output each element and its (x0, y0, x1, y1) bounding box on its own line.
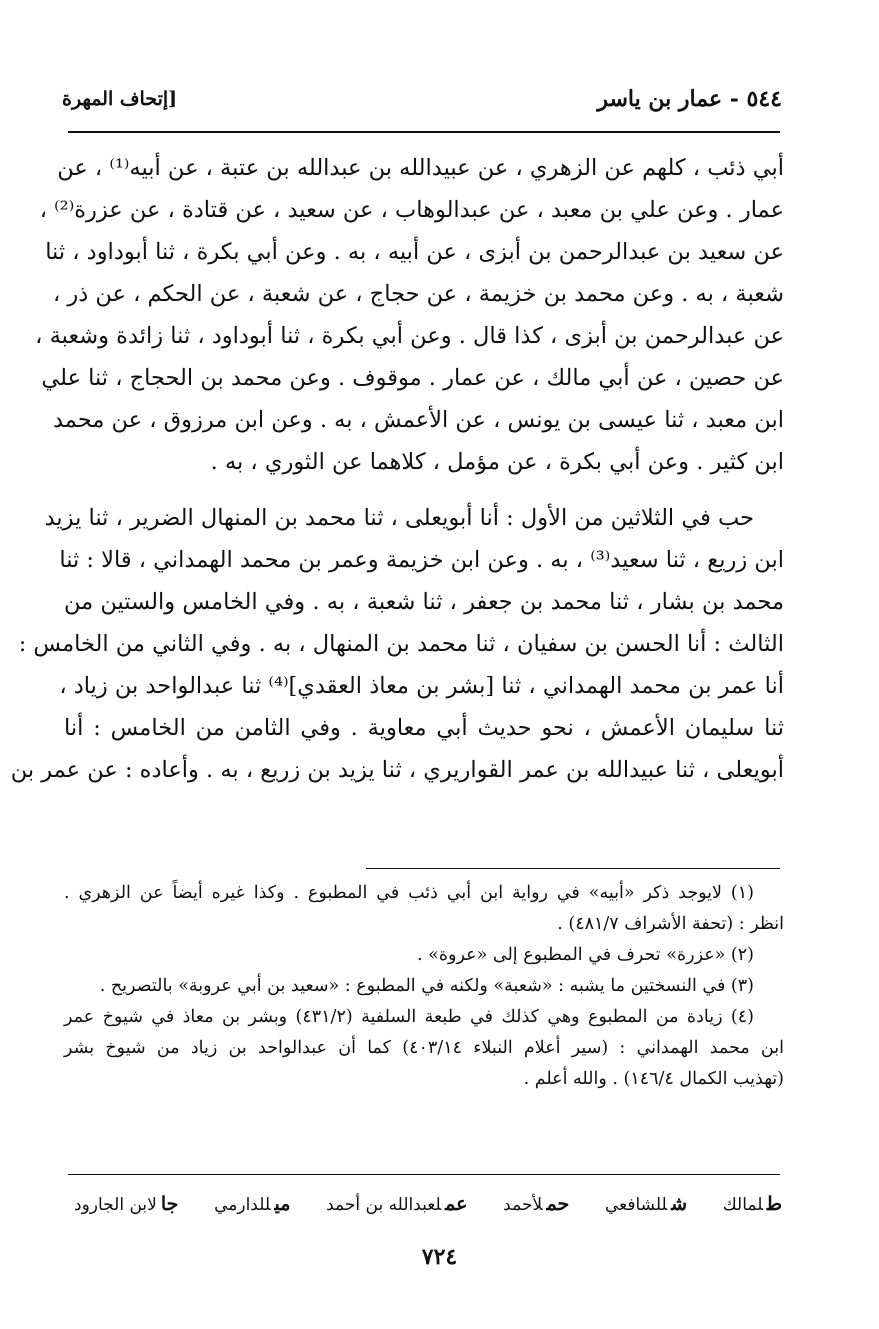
footnotes (64, 878, 784, 1095)
siglum-name: لعبدالله بن أحمد (326, 1195, 442, 1215)
footnote-rule (366, 868, 780, 869)
footnote-line: (١) لايوجد ذكر «أبيه» في رواية ابن أبي ذئب في المطبوع . وكذا غيره أيضاً عن الزهري . (64, 883, 754, 903)
sigla-legend (74, 1186, 782, 1223)
text-line: أبي ذئب ، كلهم عن الزهري ، عن عبيدالله بن عبدالله بن عتبة ، عن أبيه⁽¹⁾ ، عن (57, 155, 784, 181)
header-book-title: [إتحاف المهرة (62, 88, 178, 110)
siglum-name: للدارمي (214, 1195, 271, 1215)
header-chapter-title: ٥٤٤ - عمار بن ياسر (597, 86, 782, 112)
paragraph-gap (64, 483, 784, 497)
siglum-item (605, 1186, 687, 1223)
siglum-item (503, 1186, 569, 1223)
siglum-code: جا (160, 1193, 179, 1215)
siglum-code: حم (546, 1193, 570, 1215)
text-line: عن حصين ، عن أبي مالك ، عن عمار . موقوف . وعن محمد بن الحجاج ، ثنا علي (41, 365, 784, 391)
siglum-item (326, 1186, 467, 1223)
siglum-code: مي (274, 1193, 291, 1215)
sigla-rule (68, 1174, 780, 1175)
footnote-line: انظر : (تحفة الأشراف ٤٨١/٧) . (557, 914, 784, 934)
text-line: أبويعلى ، ثنا عبيدالله بن عمر القواريري ، ثنا يزيد بن زريع ، به . وأعاده : عن عمر بن (10, 757, 784, 783)
siglum-item (723, 1186, 782, 1223)
text-line: ثنا سليمان الأعمش ، نحو حديث أبي معاوية . وفي الثامن من الخامس : أنا (64, 715, 784, 741)
main-text (10, 147, 784, 791)
siglum-name: لأحمد (503, 1195, 543, 1215)
text-line: أنا عمر بن محمد الهمداني ، ثنا [بشر بن معاذ العقدي]⁽⁴⁾ ثنا عبدالواحد بن زياد ، (59, 673, 784, 699)
text-line: الثالث : أنا الحسن بن سفيان ، ثنا محمد بن المنهال ، به . وفي الثاني من الخامس : (18, 631, 784, 657)
text-line: حب في الثلاثين من الأول : أنا أبويعلى ، ثنا محمد بن المنهال الضرير ، ثنا يزيد (44, 505, 754, 531)
siglum-name: لابن الجارود (74, 1195, 157, 1215)
text-line: شعبة ، به . وعن محمد بن خزيمة ، عن حجاج ، عن شعبة ، عن الحكم ، عن ذر ، (52, 281, 784, 307)
siglum-code: عم (445, 1193, 468, 1215)
siglum-code: ط (766, 1193, 782, 1215)
text-line: عن سعيد بن عبدالرحمن بن أبزى ، عن أبيه ، به . وعن أبي بكرة ، ثنا أبوداود ، ثنا (45, 239, 784, 265)
siglum-name: للشافعي (604, 1195, 668, 1215)
running-header (62, 82, 782, 122)
text-line: عمار . وعن علي بن معبد ، عن عبدالوهاب ، عن سعيد ، عن قتادة ، عن عزرة⁽²⁾ ، (39, 197, 784, 223)
footnote-line: (٢) «عزرة» تحرف في المطبوع إلى «عروة» . (417, 945, 754, 965)
text-line: ابن كثير . وعن أبي بكرة ، عن مؤمل ، كلاهما عن الثوري ، به . (210, 449, 784, 475)
siglum-item (214, 1186, 290, 1223)
page-number: ٧٢٤ (421, 1244, 458, 1270)
footnote-line: (٤) زيادة من المطبوع وهي كذلك في طبعة السلفية (٤٣١/٢) وبشر بن معاذ في شيوخ عمر (64, 1007, 754, 1027)
siglum-code: ش (671, 1193, 688, 1215)
footnote-line: ابن محمد الهمداني : (سير أعلام النبلاء ٤٠٣/١٤) كما أن عبدالواحد بن زياد من شيوخ بشر (64, 1038, 784, 1058)
header-rule (68, 131, 780, 133)
text-line: ابن زريع ، ثنا سعيد⁽³⁾ ، به . وعن ابن خزيمة وعمر بن محمد الهمداني ، قالا : ثنا (59, 547, 784, 573)
text-line: محمد بن بشار ، ثنا محمد بن جعفر ، ثنا شعبة ، به . وفي الخامس والستين من (64, 589, 784, 615)
siglum-item (74, 1186, 178, 1223)
footnote-line: (تهذيب الكمال ١٤٦/٤) . والله أعلم . (523, 1069, 784, 1089)
text-line: عن عبدالرحمن بن أبزى ، كذا قال . وعن أبي بكرة ، ثنا أبوداود ، ثنا زائدة وشعبة ، (35, 323, 784, 349)
footnote-line: (٣) في النسختين ما يشبه : «شعبة» ولكنه في المطبوع : «سعيد بن أبي عروبة» بالتصريح . (99, 976, 754, 996)
text-line: ابن معبد ، ثنا عيسى بن يونس ، عن الأعمش ، به . وعن ابن مرزوق ، عن محمد (53, 407, 784, 433)
siglum-name: لمالك (722, 1195, 763, 1215)
